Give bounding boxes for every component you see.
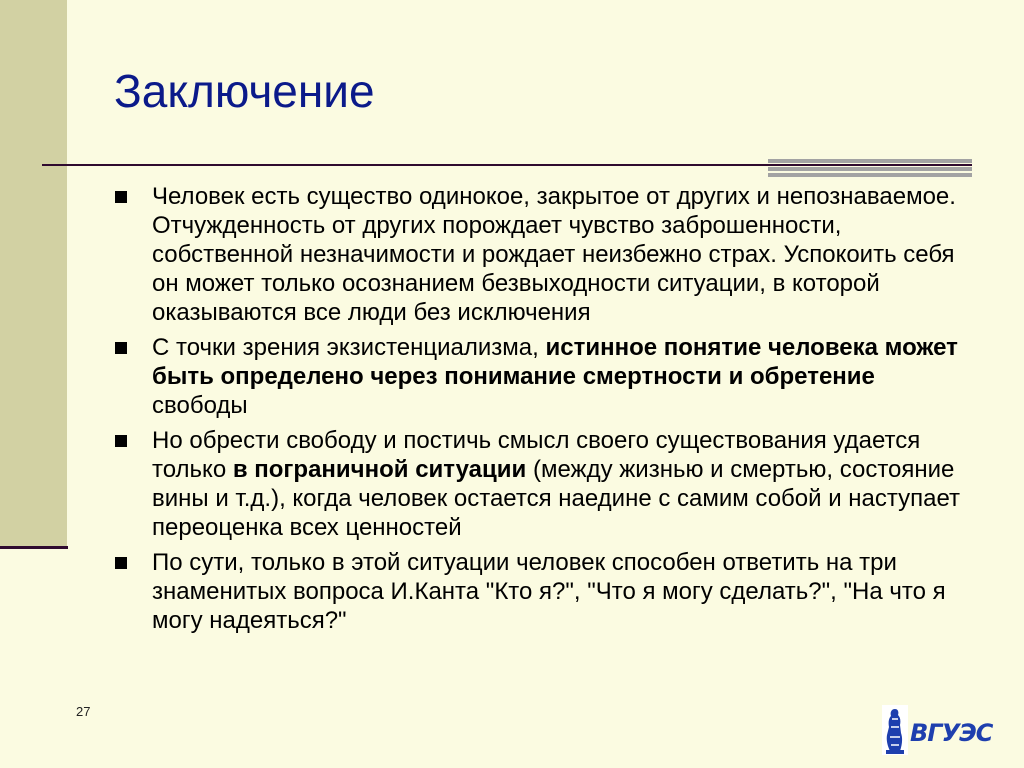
slide-title: Заключение: [114, 65, 375, 117]
bullet-item: [112, 333, 962, 420]
statue-icon: [882, 705, 908, 755]
bullet-text: (между жизнью и смертью, состояние вины и т.д.), когда человек остается наедине с самим собой и наступает переоценка всех ценностей: [152, 456, 961, 541]
square-bullet-icon: [115, 557, 127, 569]
bullet-text: С точки зрения экзистенциализма,: [152, 334, 546, 361]
square-bullet-icon: [115, 342, 127, 354]
bullet-emphasis: в пограничной ситуации: [232, 456, 527, 483]
bullet-text: По сути, только в этой ситуации человек способен ответить на три знаменитых вопроса И.Канта "Кто я?", "Что я могу сделать?", "На что я могу надеяться?": [152, 549, 946, 634]
accent-bar: [768, 173, 972, 177]
bullet-text: Человек есть существо одинокое, закрытое от других и непознаваемое. Отчужденность от других порождает чувство заброшенности, собственной незначимости и рождает неизбежно страх. Успокоить себя он может только осознанием безвыходности ситуации, в которой оказываются все люди без исключения: [152, 183, 956, 326]
bullet-item: [112, 548, 962, 635]
accent-bar: [768, 159, 972, 163]
bullet-item: [112, 182, 962, 327]
accent-bars: [768, 159, 972, 177]
bullet-list: [112, 182, 962, 641]
square-bullet-icon: [115, 191, 127, 203]
bullet-emphasis: истинное понятие человека может быть определено через понимание смертности и обретение: [152, 334, 958, 390]
bullet-text: свободы: [152, 392, 248, 419]
accent-bar: [768, 167, 972, 171]
university-logo: [882, 705, 1002, 755]
bullet-text: Но обрести свободу и постичь смысл своего существования удается только: [152, 427, 921, 483]
bullet-item: [112, 426, 962, 542]
square-bullet-icon: [115, 435, 127, 447]
page-number: 27: [76, 704, 91, 719]
left-band-underline: [0, 546, 68, 549]
left-decor-band: [0, 0, 67, 548]
logo-text: ВГУЭС: [910, 719, 993, 747]
